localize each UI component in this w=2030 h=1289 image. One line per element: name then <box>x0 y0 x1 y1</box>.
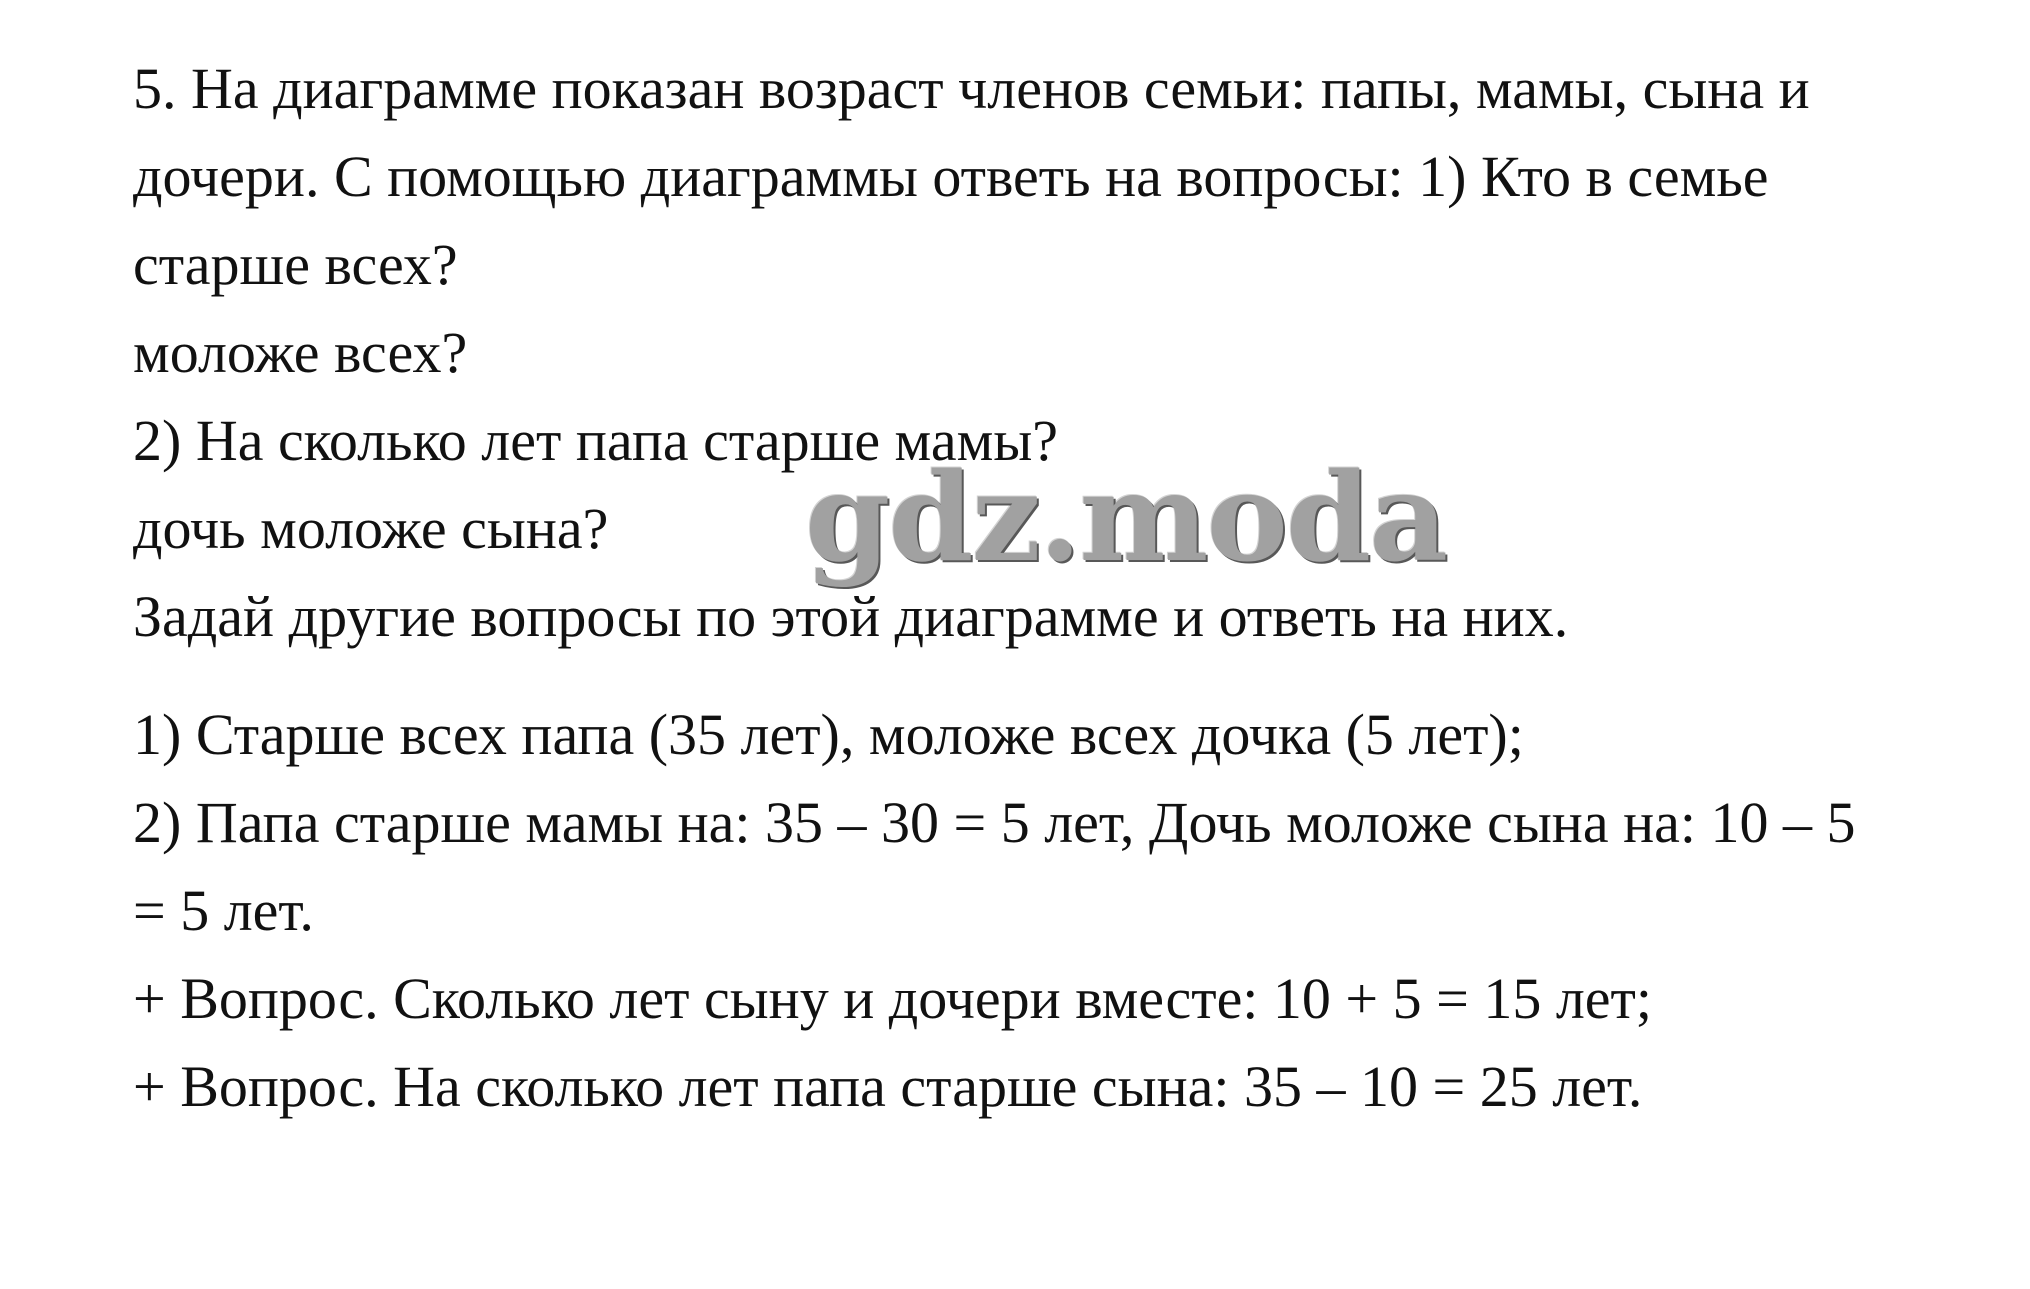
answer-line-5: + Вопрос. На сколько лет папа старше сына: 35 – 10 = 25 лет. <box>133 1054 1643 1119</box>
task-line-7: Задай другие вопросы по этой диаграмме и ответь на них. <box>133 584 1569 649</box>
watermark-logo: gdz.moda <box>805 445 1447 589</box>
answer-line-4: + Вопрос. Сколько лет сыну и дочери вместе: 10 + 5 = 15 лет; <box>133 966 1652 1031</box>
task-line-2: дочери. С помощью диаграммы ответь на вопросы: 1) Кто в семье <box>133 144 1769 209</box>
answer-line-3: = 5 лет. <box>133 878 314 943</box>
task-line-4: моложе всех? <box>133 320 468 385</box>
task-line-1: 5. На диаграмме показан возраст членов семьи: папы, мамы, сына и <box>133 56 1810 121</box>
task-line-6: дочь моложе сына? <box>133 496 609 561</box>
task-line-5: 2) На сколько лет папа старше мамы? <box>133 408 1059 473</box>
task-line-3: старше всех? <box>133 232 458 297</box>
answer-line-2: 2) Папа старше мамы на: 35 – 30 = 5 лет, Дочь моложе сына на: 10 – 5 <box>133 790 1856 855</box>
answer-line-1: 1) Старше всех папа (35 лет), моложе всех дочка (5 лет); <box>133 702 1524 767</box>
